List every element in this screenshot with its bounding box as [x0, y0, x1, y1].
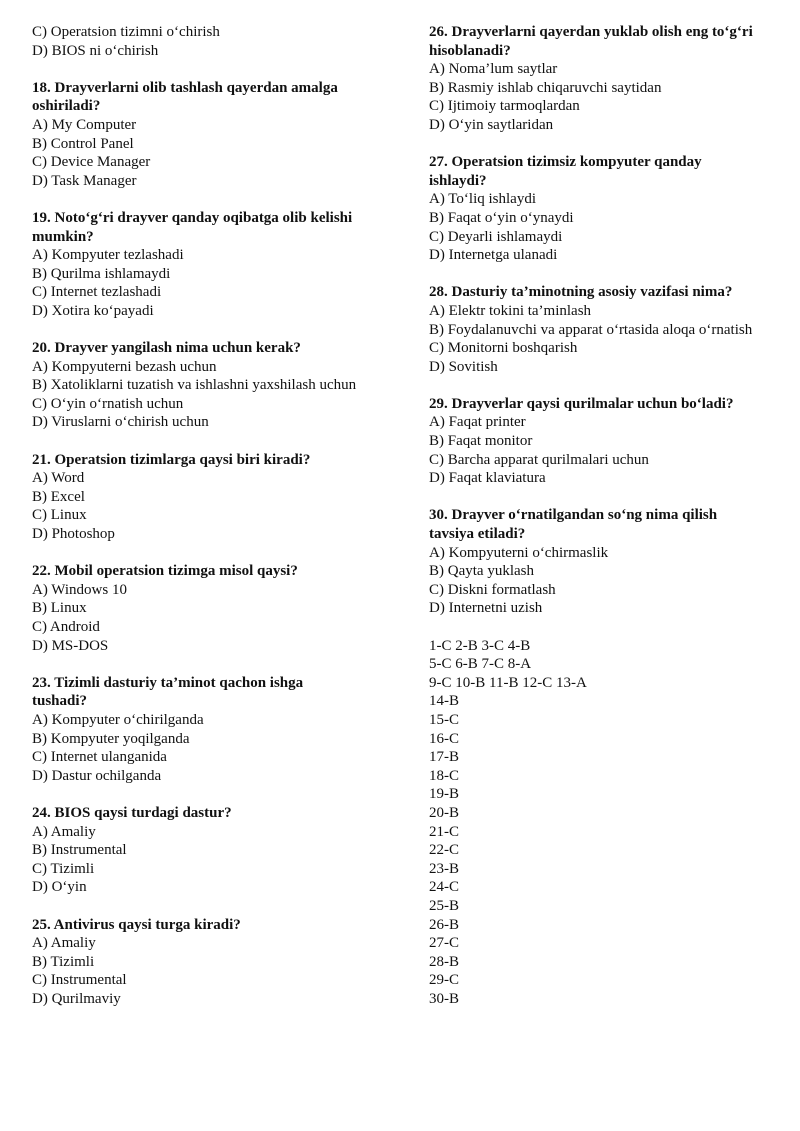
option-line: C) Instrumental: [32, 972, 127, 989]
option-line: D) BIOS ni o‘chirish: [32, 42, 159, 59]
question-text: 30. Drayver o‘rnatilgandan so‘ng nima qilish: [429, 507, 718, 524]
answer-key-line: 23-B: [429, 860, 459, 877]
question-text: hisoblanadi?: [429, 42, 511, 59]
answer-key-line: 18-C: [429, 767, 459, 784]
option-line: A) Noma’lum saytlar: [429, 61, 558, 78]
spacer: [429, 618, 789, 637]
spacer: [32, 544, 392, 563]
answer-key-line: 1-C 2-B 3-C 4-B: [429, 637, 531, 654]
answer-key-line: 26-B: [429, 916, 459, 933]
spacer: [32, 190, 392, 209]
question-text: 18. Drayverlarni olib tashlash qayerdan amalga: [32, 79, 338, 96]
option-line: D) Sovitish: [429, 358, 498, 375]
answer-key-line: 14-B: [429, 693, 459, 710]
answer-key-line: 27-C: [429, 935, 459, 952]
option-line: A) Kompyuter o‘chirilganda: [32, 711, 204, 728]
spacer: [32, 321, 392, 340]
option-line: B) Linux: [32, 600, 87, 617]
answer-key-line: 28-B: [429, 953, 459, 970]
option-line: B) Xatoliklarni tuzatish va ishlashni yaxshilash uchun: [32, 377, 357, 394]
option-line: D) Qurilmaviy: [32, 990, 121, 1007]
option-line: C) Ijtimoiy tarmoqlardan: [429, 98, 580, 115]
answer-key-line: 15-C: [429, 711, 459, 728]
option-line: A) To‘liq ishlaydi: [429, 191, 536, 208]
option-line: C) Android: [32, 619, 100, 635]
option-line: A) Kompyuterni bezash uchun: [32, 358, 217, 375]
option-line: B) Excel: [32, 488, 85, 505]
option-line: C) Internet tezlashadi: [32, 284, 162, 301]
option-line: C) Linux: [32, 507, 87, 524]
option-line: D) MS-DOS: [32, 637, 109, 654]
answer-key-line: 17-B: [429, 749, 459, 766]
spacer: [32, 655, 392, 674]
option-line: D) Faqat klaviatura: [429, 470, 546, 487]
option-line: C) Monitorni boshqarish: [429, 340, 578, 357]
option-line: B) Faqat monitor: [429, 433, 533, 450]
question-text: 28. Dasturiy ta’minotning asosiy vazifasi nima?: [429, 284, 733, 301]
question-text: 26. Drayverlarni qayerdan yuklab olish eng to‘g‘ri: [429, 24, 753, 40]
option-line: D) O‘yin saytlaridan: [429, 116, 554, 133]
answer-key-line: 16-C: [429, 730, 459, 747]
option-line: B) Control Panel: [32, 135, 134, 152]
option-line: D) Dastur ochilganda: [32, 767, 162, 784]
option-line: A) Kompyuter tezlashadi: [32, 247, 184, 264]
option-line: D) Viruslarni o‘chirish uchun: [32, 414, 209, 431]
answer-key-line: 21-C: [429, 823, 459, 840]
question-text: mumkin?: [32, 228, 94, 245]
spacer: [429, 265, 789, 284]
option-line: A) Elektr tokini ta’minlash: [429, 302, 592, 319]
answer-key-line: 30-B: [429, 990, 459, 1007]
spacer: [429, 135, 789, 154]
question-text: ishlaydi?: [429, 172, 487, 189]
option-line: D) Task Manager: [32, 172, 137, 189]
option-line: A) Kompyuterni o‘chirmaslik: [429, 544, 609, 561]
answer-key-line: 25-B: [429, 897, 459, 914]
option-line: C) Diskni formatlash: [429, 581, 556, 598]
option-line: D) Photoshop: [32, 526, 115, 543]
question-text: 24. BIOS qaysi turdagi dastur?: [32, 804, 232, 821]
right-column: [429, 23, 789, 1008]
question-text: 22. Mobil operatsion tizimga misol qaysi?: [32, 563, 298, 580]
answer-key: [429, 637, 789, 1009]
question-text: tavsiya etiladi?: [429, 526, 526, 543]
option-line: D) Internetni uzish: [429, 600, 543, 617]
option-line: B) Instrumental: [32, 842, 127, 859]
option-line: A) My Computer: [32, 116, 137, 133]
option-line: A) Word: [32, 470, 85, 487]
question-text: oshiriladi?: [32, 98, 101, 115]
option-line: C) Deyarli ishlamaydi: [429, 228, 563, 245]
question-text: 20. Drayver yangilash nima uchun kerak?: [32, 340, 301, 357]
spacer: [32, 432, 392, 451]
option-line: C) Device Manager: [32, 154, 151, 171]
option-line: A) Amaliy: [32, 935, 96, 952]
option-line: B) Qayta yuklash: [429, 563, 534, 580]
spacer: [32, 897, 392, 916]
question-text: tushadi?: [32, 693, 88, 710]
option-line: B) Qurilma ishlamaydi: [32, 265, 171, 282]
question-text: 23. Tizimli dasturiy ta’minot qachon ishga: [32, 674, 304, 691]
option-line: B) Kompyuter yoqilganda: [32, 730, 190, 747]
option-line: C) Barcha apparat qurilmalari uchun: [429, 451, 649, 468]
spacer: [429, 488, 789, 507]
option-line: C) Internet ulanganida: [32, 749, 167, 766]
option-line: B) Rasmiy ishlab chiqaruvchi saytidan: [429, 79, 662, 96]
left-column: [32, 23, 392, 1008]
answer-key-line: 20-B: [429, 804, 459, 821]
answer-key-line: 29-C: [429, 972, 459, 989]
option-line: D) O‘yin: [32, 879, 87, 896]
spacer: [32, 785, 392, 804]
option-line: B) Tizimli: [32, 953, 95, 970]
question-text: 25. Antivirus qaysi turga kiradi?: [32, 916, 241, 933]
option-line: D) Internetga ulanadi: [429, 247, 558, 264]
option-line: D) Xotira ko‘payadi: [32, 302, 154, 319]
answer-key-line: 5-C 6-B 7-C 8-A: [429, 656, 532, 673]
question-text: 29. Drayverlar qaysi qurilmalar uchun bo‘ladi?: [429, 395, 734, 412]
option-line: B) Faqat o‘yin o‘ynaydi: [429, 209, 574, 226]
option-line: A) Windows 10: [32, 581, 127, 598]
option-line: A) Faqat printer: [429, 414, 526, 431]
question-text: 19. Noto‘g‘ri drayver qanday oqibatga olib kelishi: [32, 209, 353, 226]
answer-key-line: 22-C: [429, 842, 459, 859]
spacer: [429, 376, 789, 395]
question-text: 21. Operatsion tizimlarga qaysi biri kiradi?: [32, 451, 311, 468]
answer-key-line: 9-C 10-B 11-B 12-C 13-A: [429, 674, 587, 691]
option-line: A) Amaliy: [32, 823, 96, 840]
option-line: C) Operatsion tizimni o‘chirish: [32, 24, 220, 40]
spacer: [32, 60, 392, 79]
question-text: 27. Operatsion tizimsiz kompyuter qanday: [429, 154, 702, 171]
answer-key-line: 19-B: [429, 786, 459, 803]
option-line: B) Foydalanuvchi va apparat o‘rtasida aloqa o‘rnatish: [429, 321, 753, 338]
option-line: C) Tizimli: [32, 860, 95, 877]
answer-key-line: 24-C: [429, 879, 459, 896]
option-line: C) O‘yin o‘rnatish uchun: [32, 395, 184, 412]
